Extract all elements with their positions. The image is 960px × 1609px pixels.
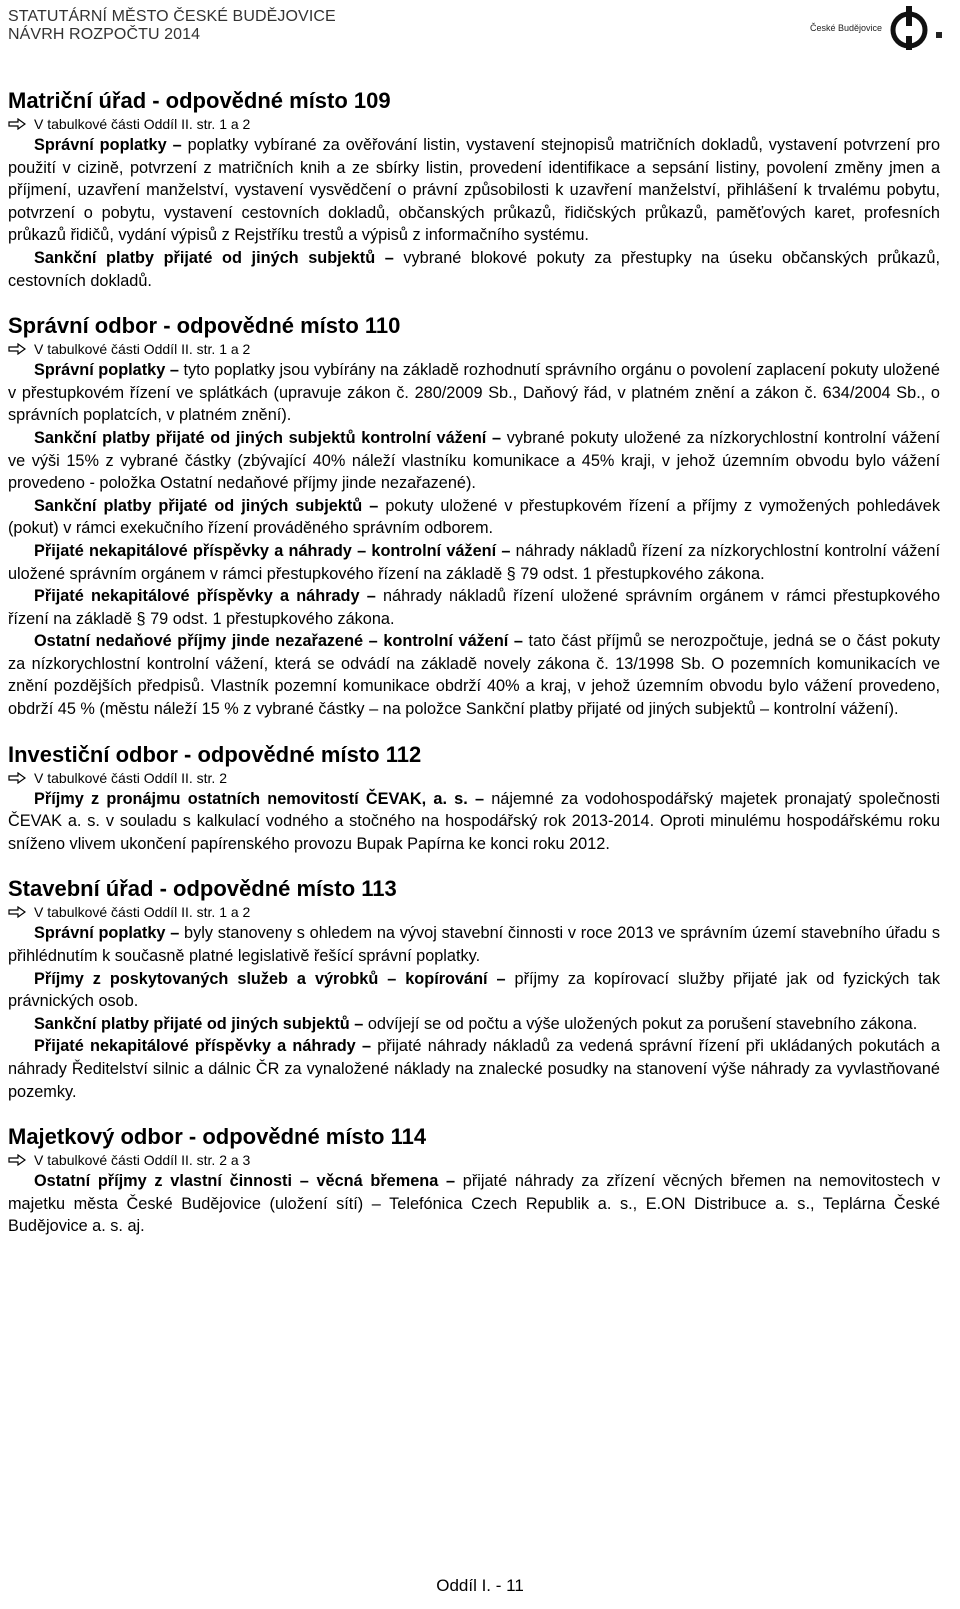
- table-reference: [8, 768, 940, 788]
- paragraph-lead: Ostatní nedaňové příjmy jinde nezařazené – kontrolní vážení –: [34, 632, 523, 651]
- section-matricni-urad: [8, 88, 940, 292]
- paragraph: [8, 134, 940, 247]
- paragraph-text: tyto poplatky jsou vybírány na základě rozhodnutí správního orgánu o povolení zaplacení pokuty uložené v přestupkovém řízení ve splátkách (upravuje zákon č. 280/2009 Sb., Daňový řád, v platném znění a zákon č. 634/2004 Sb., o správních poplatcích, v platném znění).: [8, 361, 940, 425]
- paragraph-text: přijaté náhrady nákladů za vedená správní řízení při ukládaných pokutách a náhrady Ředitelství silnic a dálnic ČR za vynaložené náklady na znalecké posudky na stanovení výše náhrady za vyvlastňované pozemky.: [8, 1037, 940, 1101]
- document-body: [8, 88, 940, 1259]
- paragraph: [8, 247, 940, 292]
- paragraph-lead: Sankční platby přijaté od jiných subjektů –: [34, 248, 394, 267]
- section-title: Správní odbor - odpovědné místo 110: [8, 313, 401, 339]
- page-header: [8, 8, 952, 60]
- section-title: Stavební úřad - odpovědné místo 113: [8, 876, 397, 902]
- paragraph: [8, 427, 940, 495]
- paragraph: [8, 1013, 940, 1036]
- paragraph-text: příjmy za kopírovací služby přijaté jak od fyzických tak právnických osob.: [8, 969, 940, 1011]
- page-footer: Oddíl I. - 11: [436, 1576, 524, 1595]
- paragraph-lead: Sankční platby přijaté od jiných subjektů –: [34, 1014, 364, 1033]
- paragraph: [8, 1035, 940, 1103]
- paragraph-lead: Přijaté nekapitálové příspěvky a náhrady –: [34, 1037, 371, 1056]
- header-budget: NÁVRH ROZPOČTU 2014: [8, 26, 201, 43]
- logo-emblem-icon: [888, 4, 930, 52]
- table-reference-text: V tabulkové části Oddíl II. str. 2: [34, 769, 227, 786]
- section-investicni-odbor: [8, 742, 940, 856]
- paragraph-text: náhrady nákladů řízení uložené správním orgánem v rámci přestupkového řízení na základě § 79 odst. 1 přestupkového zákona.: [8, 587, 940, 628]
- paragraph: [8, 1170, 940, 1238]
- section-majetkovy-odbor: [8, 1124, 940, 1238]
- paragraph-lead: Příjmy z poskytovaných služeb a výrobků – kopírování –: [34, 969, 506, 988]
- paragraph-text: tato část příjmů se nerozpočtuje, jedná se o část pokuty za nízkorychlostní kontrolní vážení, která se odvádí na základě novely zákona č. 13/1998 Sb. O pozemních komunikacích ve znění pozdějších předpisů. Vlastník pozemní komunikace obdrží 40% a kraj, v jehož územním obvodu bylo vážení provedeno, obdrží 45 % (městu náleží 15 % z vybrané částky – na položce Sankční platby přijaté od jiných subjektů – kontrolní vážení).: [8, 632, 940, 719]
- logo-text: České Budějovice: [809, 23, 882, 33]
- paragraph-text: byly stanoveny s ohledem na vývoj stavební činnosti v roce 2013 ve správním území stavebního úřadu s přihlédnutím k současně platné legislativě řešící správní poplatky.: [8, 924, 940, 966]
- logo-square-icon: [936, 32, 942, 38]
- paragraph-text: poplatky vybírané za ověřování listin, vystavení stejnopisů matričních dokladů, vystavení potvrzení pro použití v cizině, potvrzení z matričních knih a ze sbírky listin, provedení identifikace a sepsání listiny, povolení změny jmen a příjmení, uzavření manželství, vystavení vysvědčení o právní způsobilosti k uzavření manželství, přihlášení k trvalému pobytu, potvrzení o pobytu, vystavení cestovních dokladů, občanských průkazů, řidičských průkazů, paměťových karet, profesních průkazů řidičů, vydání výpisů z Rejstříku trestů a výpisů z informačního systému.: [8, 136, 940, 245]
- paragraph-text: pokuty uložené v přestupkovém řízení a příjmy z vymožených pohledávek (pokut) v rámci exekučního řízení prováděného správním odborem.: [8, 496, 941, 538]
- paragraph: [8, 788, 940, 856]
- paragraph: [8, 968, 940, 1013]
- paragraph-lead: Správní poplatky –: [34, 924, 180, 943]
- table-reference: [8, 1150, 940, 1170]
- paragraph: [8, 540, 940, 585]
- arrow-right-icon: [8, 118, 26, 130]
- paragraph-lead: Sankční platby přijaté od jiných subjektů –: [34, 496, 379, 515]
- table-reference: [8, 339, 940, 359]
- paragraph-text: přijaté náhrady za zřízení věcných břemen na nemovitostech v majetku města České Budějovice (uložení sítí) – Telefónica Czech Republik a. s., E.ON Distribuce a. s., Teplárna České Budějovice a. s. aj.: [8, 1172, 940, 1236]
- paragraph-text: odvíjejí se od počtu a výše uložených pokut za porušení stavebního zákona.: [363, 1014, 918, 1033]
- table-reference-text: V tabulkové části Oddíl II. str. 1 a 2: [34, 341, 251, 358]
- table-reference-text: V tabulkové části Oddíl II. str. 1 a 2: [34, 116, 251, 132]
- paragraph: [8, 630, 940, 720]
- paragraph-lead: Příjmy z pronájmu ostatních nemovitostí ČEVAK, a. s. –: [34, 789, 485, 808]
- paragraph-text: náhrady nákladů řízení za nízkorychlostní kontrolní vážení uložené správním orgánem v rámci přestupkového řízení na základě § 79 odst. 1 přestupkového zákona.: [8, 541, 940, 583]
- table-reference-text: V tabulkové části Oddíl II. str. 2 a 3: [34, 1152, 251, 1169]
- paragraph: [8, 585, 940, 630]
- header-city: STATUTÁRNÍ MĚSTO ČESKÉ BUDĚJOVICE: [8, 8, 336, 25]
- arrow-right-icon: [8, 772, 26, 784]
- paragraph-text: vybrané pokuty uložené za nízkorychlostní kontrolní vážení ve výši 15% z vybrané částky (zbývající 40% náleží vlastníku komunikace a 45% kraji, v jehož územním obvodu bylo vážení provedeno - položka Ostatní nedaňové příjmy jinde nezařazené).: [8, 428, 940, 493]
- section-spravni-odbor: [8, 313, 940, 721]
- table-reference: [8, 902, 940, 922]
- paragraph-lead: Ostatní příjmy z vlastní činnosti – věcná břemena –: [34, 1172, 456, 1191]
- paragraph-lead: Přijaté nekapitálové příspěvky a náhrady –: [34, 587, 376, 606]
- paragraph: [8, 922, 940, 967]
- paragraph-lead: Správní poplatky –: [34, 361, 179, 380]
- arrow-right-icon: [8, 906, 26, 918]
- arrow-right-icon: [8, 1154, 26, 1166]
- paragraph-text: nájemné za vodohospodářský majetek pronajatý společnosti ČEVAK a. s. v souladu s kalkulací vodného a stočného na hospodářský rok 2013-2014. Oproti minulému hospodářskému roku sníženo vlivem ukončení papírenského provozu Bupak Papírna ke konci roku 2012.: [8, 789, 940, 853]
- paragraph: [8, 359, 940, 427]
- section-title: Investiční odbor - odpovědné místo 112: [8, 741, 422, 767]
- paragraph-lead: Správní poplatky –: [34, 136, 182, 154]
- paragraph-text: vybrané blokové pokuty za přestupky na úseku občanských průkazů, cestovních dokladů.: [8, 248, 940, 290]
- paragraph-lead: Sankční platby přijaté od jiných subjektů kontrolní vážení –: [34, 428, 502, 447]
- section-stavebni-urad: [8, 876, 940, 1103]
- section-title: Matriční úřad - odpovědné místo 109: [8, 88, 391, 113]
- paragraph-lead: Přijaté nekapitálové příspěvky a náhrady – kontrolní vážení –: [34, 541, 511, 560]
- arrow-right-icon: [8, 343, 26, 355]
- paragraph: [8, 495, 940, 540]
- section-title: Majetkový odbor - odpovědné místo 114: [8, 1124, 427, 1150]
- table-reference: [8, 114, 940, 134]
- city-logo: [810, 4, 942, 52]
- table-reference-text: V tabulkové části Oddíl II. str. 1 a 2: [34, 904, 251, 921]
